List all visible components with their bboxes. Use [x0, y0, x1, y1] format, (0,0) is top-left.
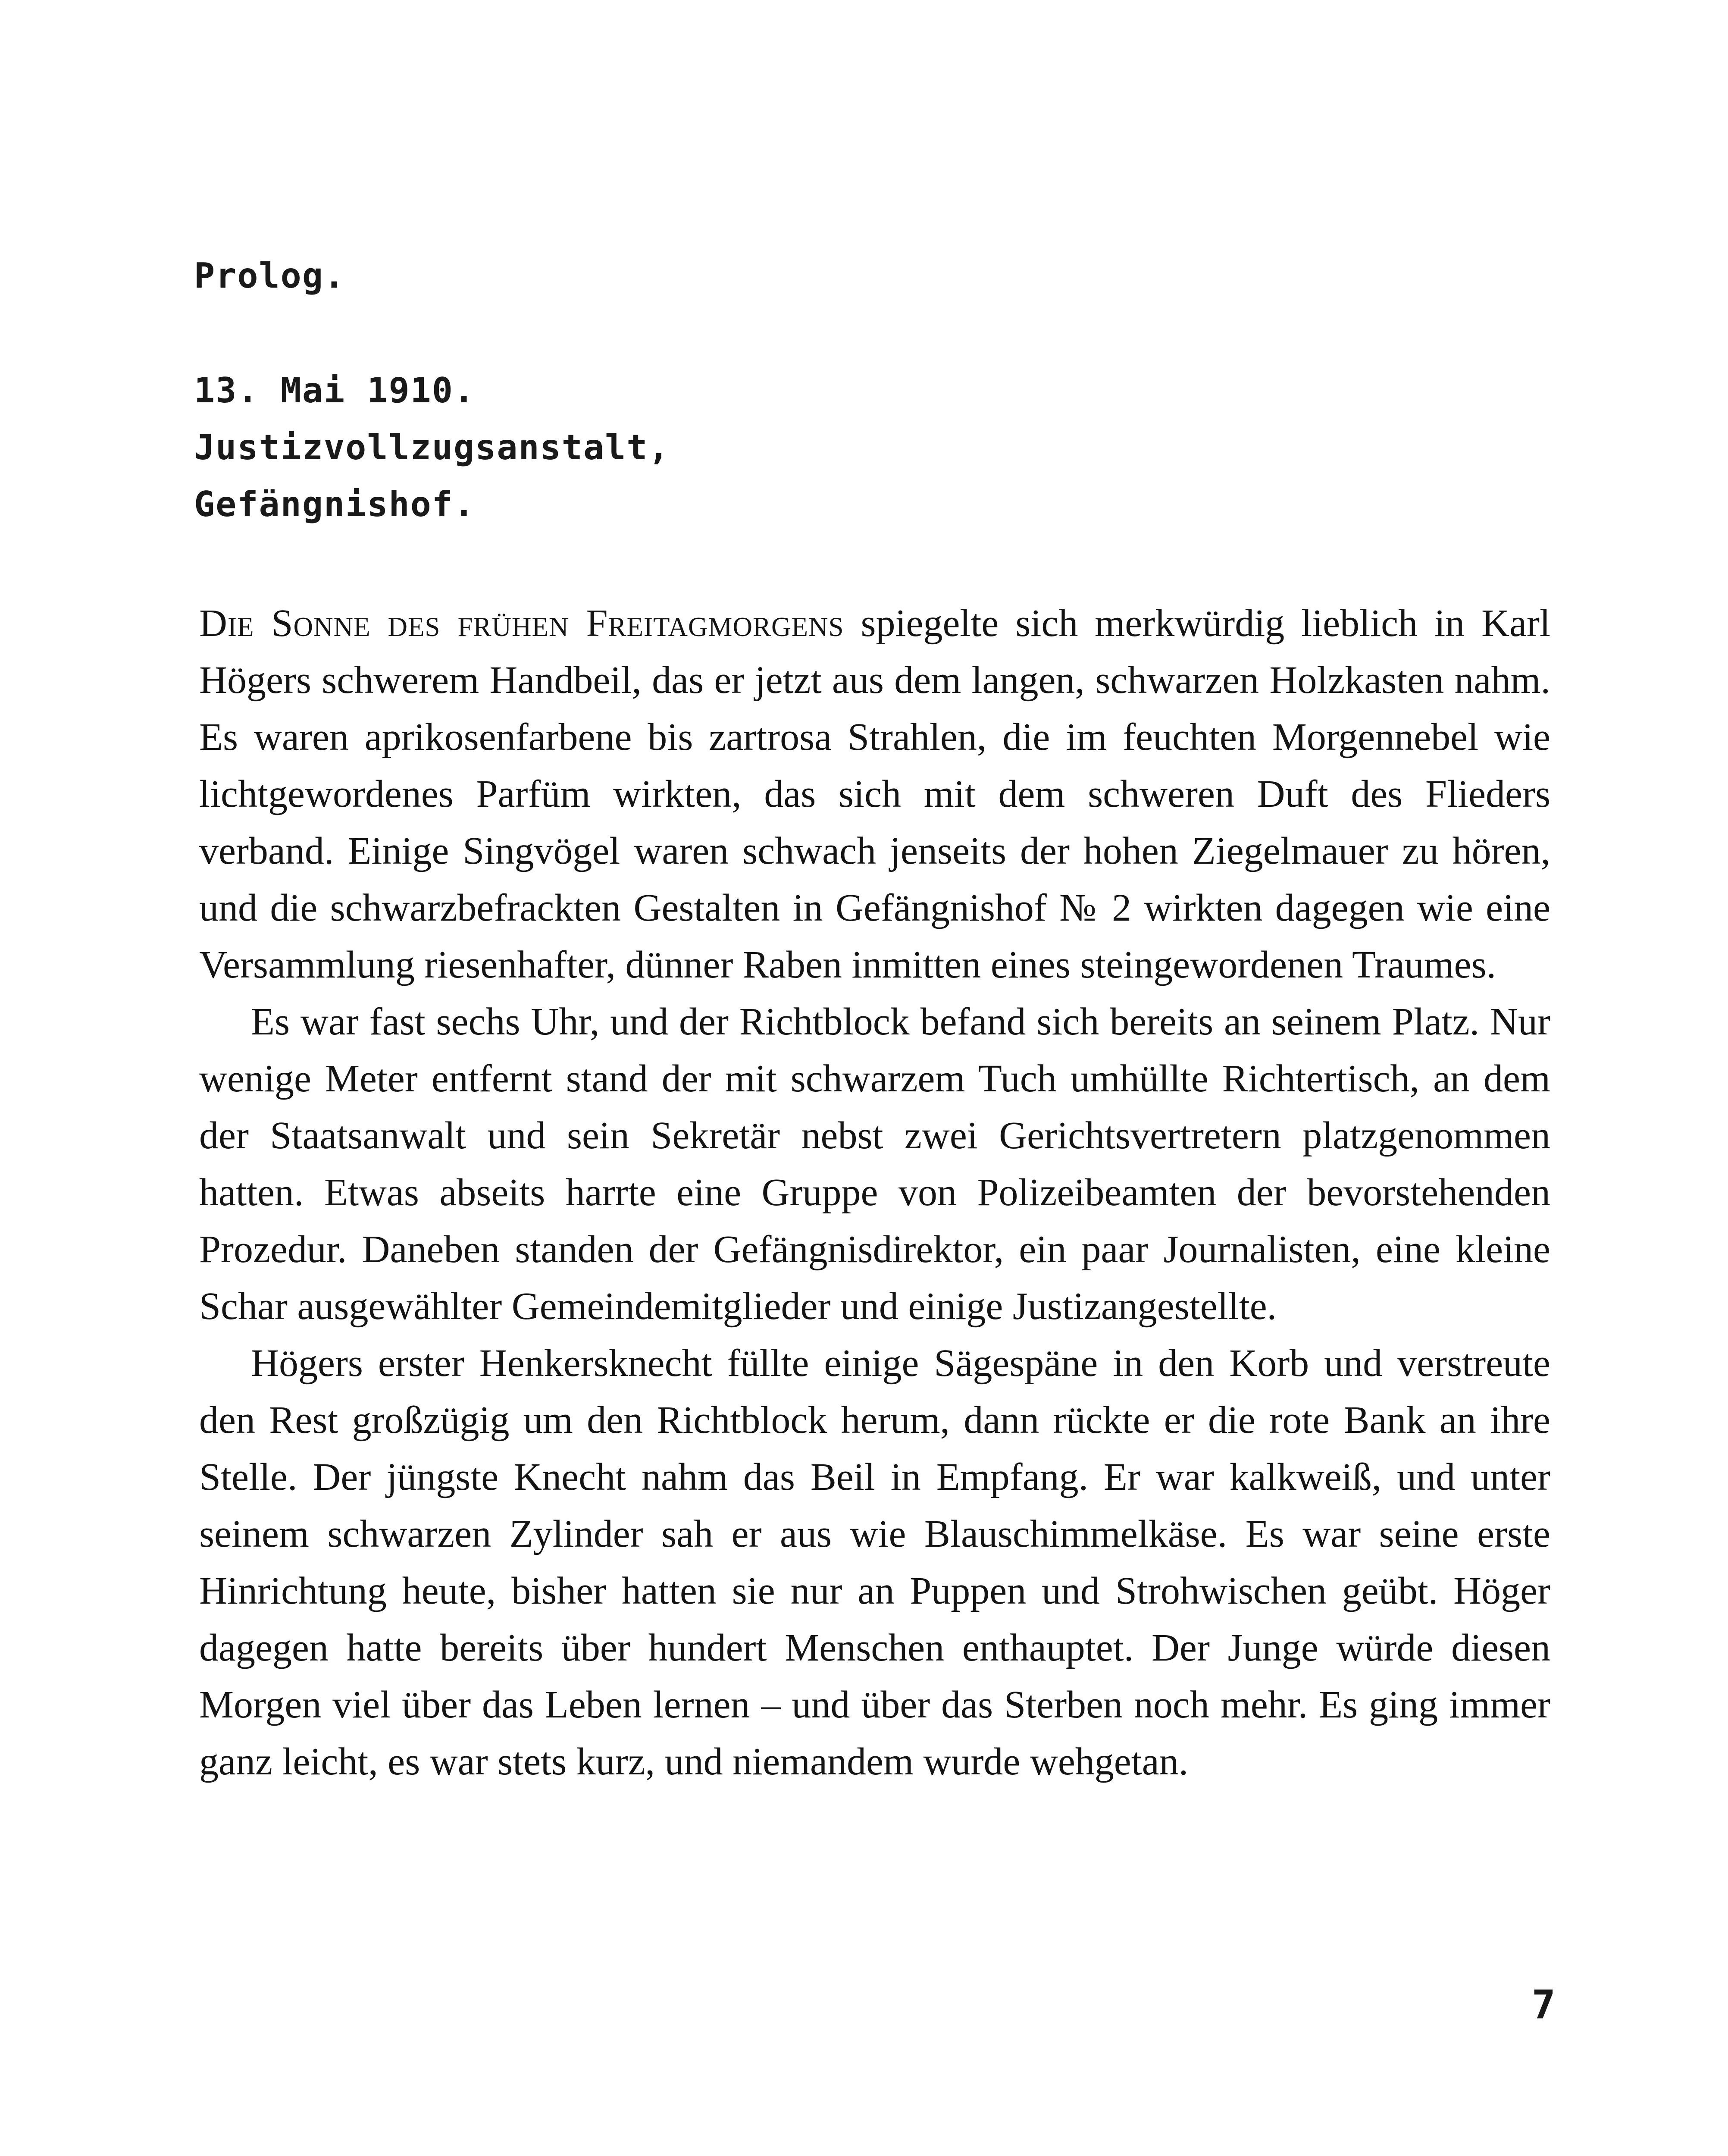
chapter-title: Prolog. [194, 256, 346, 296]
paragraph-1-lead: Die Sonne des frühen Freitagmorgens [199, 602, 844, 645]
paragraph-1 [199, 595, 1550, 993]
page-number: 7 [1531, 1982, 1556, 2028]
paragraph-3: Högers erster Henkersknecht füllte einige Sägespäne in den Korb und verstreute den Rest großzügig um den Richtblock herum, dann rückte er die rote Bank an ihre Stelle. Der jüngste Knecht nahm das Beil in Empfang. Er war kalkweiß, und unter seinem schwarzen Zylinder sah er aus wie Blauschimmelkäse. Es war seine erste Hinrichtung heute, bisher hatten sie nur an Puppen und Strohwischen geübt. Höger dagegen hatte bereits über hundert Menschen enthauptet. Der Junge würde diesen Morgen viel über das Leben lernen – und über das Sterben noch mehr. Es ging immer ganz leicht, es war stets kurz, und niemandem wurde wehgetan. [199, 1342, 1550, 1783]
paragraph-2: Es war fast sechs Uhr, und der Richtblock befand sich bereits an seinem Platz. Nur wenige Meter entfernt stand der mit schwarzem Tuch umhüllte Richtertisch, an dem der Staatsanwalt und sein Sekretär nebst zwei Gerichtsvertretern platzgenommen hatten. Etwas abseits harrte eine Gruppe von Polizeibeamten der bevorstehenden Prozedur. Daneben standen der Gefängnisdirektor, ein paar Journalisten, eine kleine Schar ausgewählter Gemeindemitglieder und einige Justizangestellte. [199, 1000, 1550, 1328]
body-text [199, 595, 1550, 1790]
scene-location: Justizvollzugsanstalt, [194, 427, 670, 467]
scene-place: Gefängnishof. [194, 484, 476, 524]
scene-header [194, 362, 670, 533]
paragraph-1-text: spiegelte sich merkwürdig lieblich in Karl Högers schwerem Handbeil, das er jetzt aus dem langen, schwarzen Holzkasten nahm. Es waren aprikosenfarbene bis zartrosa Strahlen, die im feuchten Morgennebel wie lichtgewordenes Parfüm wirkten, das sich mit dem schweren Duft des Flieders verband. Einige Singvögel waren schwach jenseits der hohen Ziegelmauer zu hören, und die schwarzbefrackten Gestalten in Gefängnishof № 2 wirkten dagegen wie eine Versammlung riesenhafter, dünner Raben inmitten eines steingewordenen Traumes. [199, 602, 1550, 986]
scene-date: 13. Mai 1910. [194, 370, 476, 411]
